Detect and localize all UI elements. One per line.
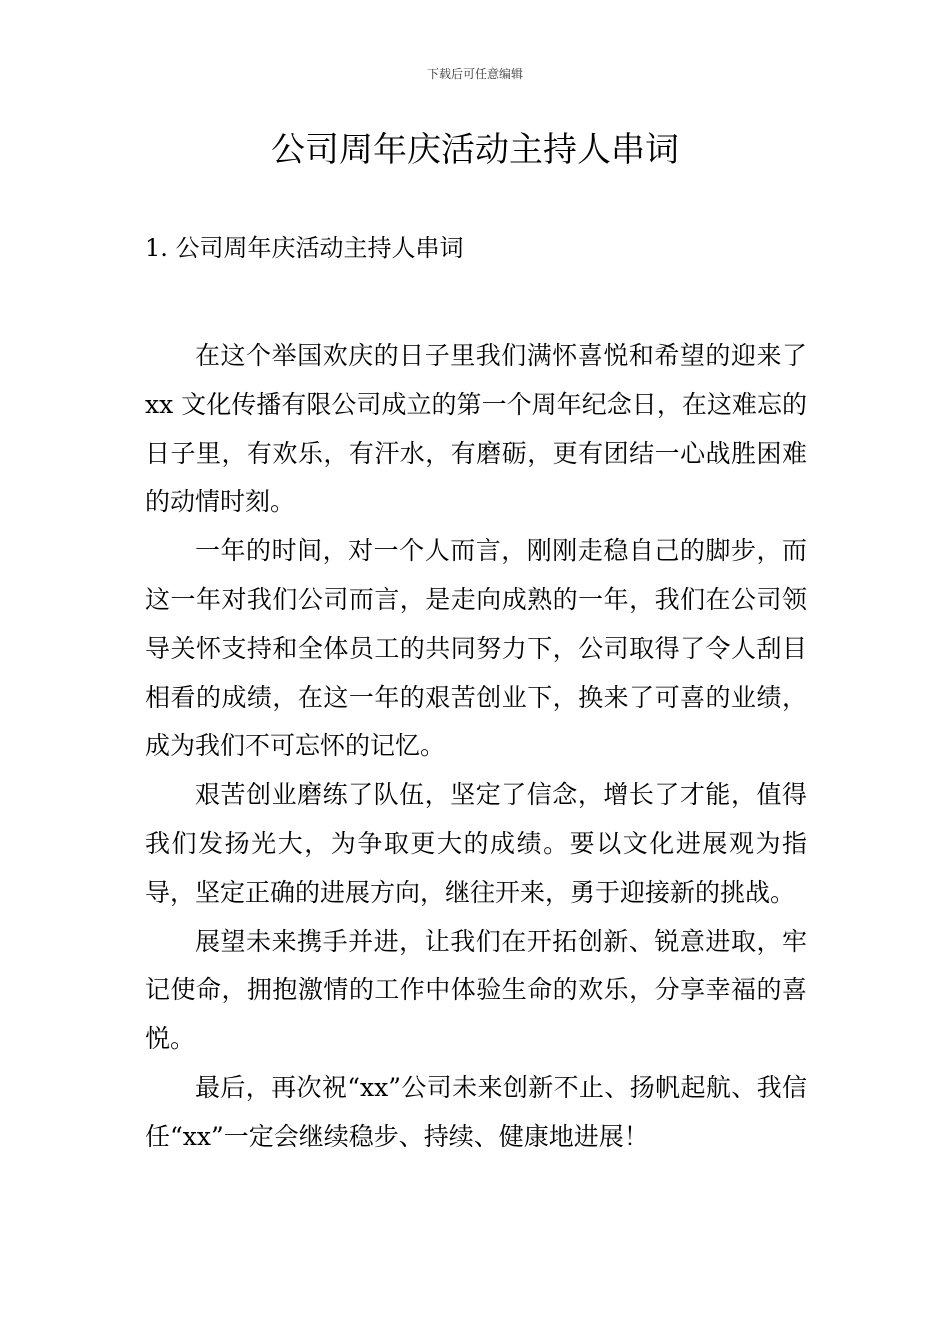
page-header-note: 下载后可任意编辑 (426, 67, 523, 81)
document-title: 公司周年庆活动主持人串词 (271, 130, 679, 170)
paragraph-1: 在这个举国欢庆的日子里我们满怀喜悦和希望的迎来了 xx 文化传播有限公司成立的第一个周年纪念日，在这难忘的日子里，有欢乐，有汗水，有磨砺，更有团结一心战胜困难的动情时刻。 (145, 341, 807, 517)
paragraph-2: 一年的时间，对一个人而言，刚刚走稳自己的脚步，而这一年对我们公司而言，是走向成熟的一年，我们在公司领导关怀支持和全体员工的共同努力下，公司取得了令人刮目相看的成绩，在这一年的艰苦创业下，换来了可喜的业绩，成为我们不可忘怀的记忆。 (145, 536, 807, 761)
paragraph-3: 艰苦创业磨练了队伍，坚定了信念，增长了才能，值得我们发扬光大，为争取更大的成绩。要以文化进展观为指导，坚定正确的进展方向，继往开来，勇于迎接新的挑战。 (145, 780, 807, 907)
section-heading: 1. 公司周年庆活动主持人串词 (145, 234, 464, 262)
document-body (145, 332, 807, 1162)
paragraph-4: 展望未来携手并进，让我们在开拓创新、锐意进取，牢记使命，拥抱激情的工作中体验生命的欢乐，分享幸福的喜悦。 (145, 926, 807, 1054)
paragraph-5: 最后，再次祝“xx”公司未来创新不止、扬帆起航、我信任“xx”一定会继续稳步、持续、健康地进展！ (145, 1072, 807, 1151)
